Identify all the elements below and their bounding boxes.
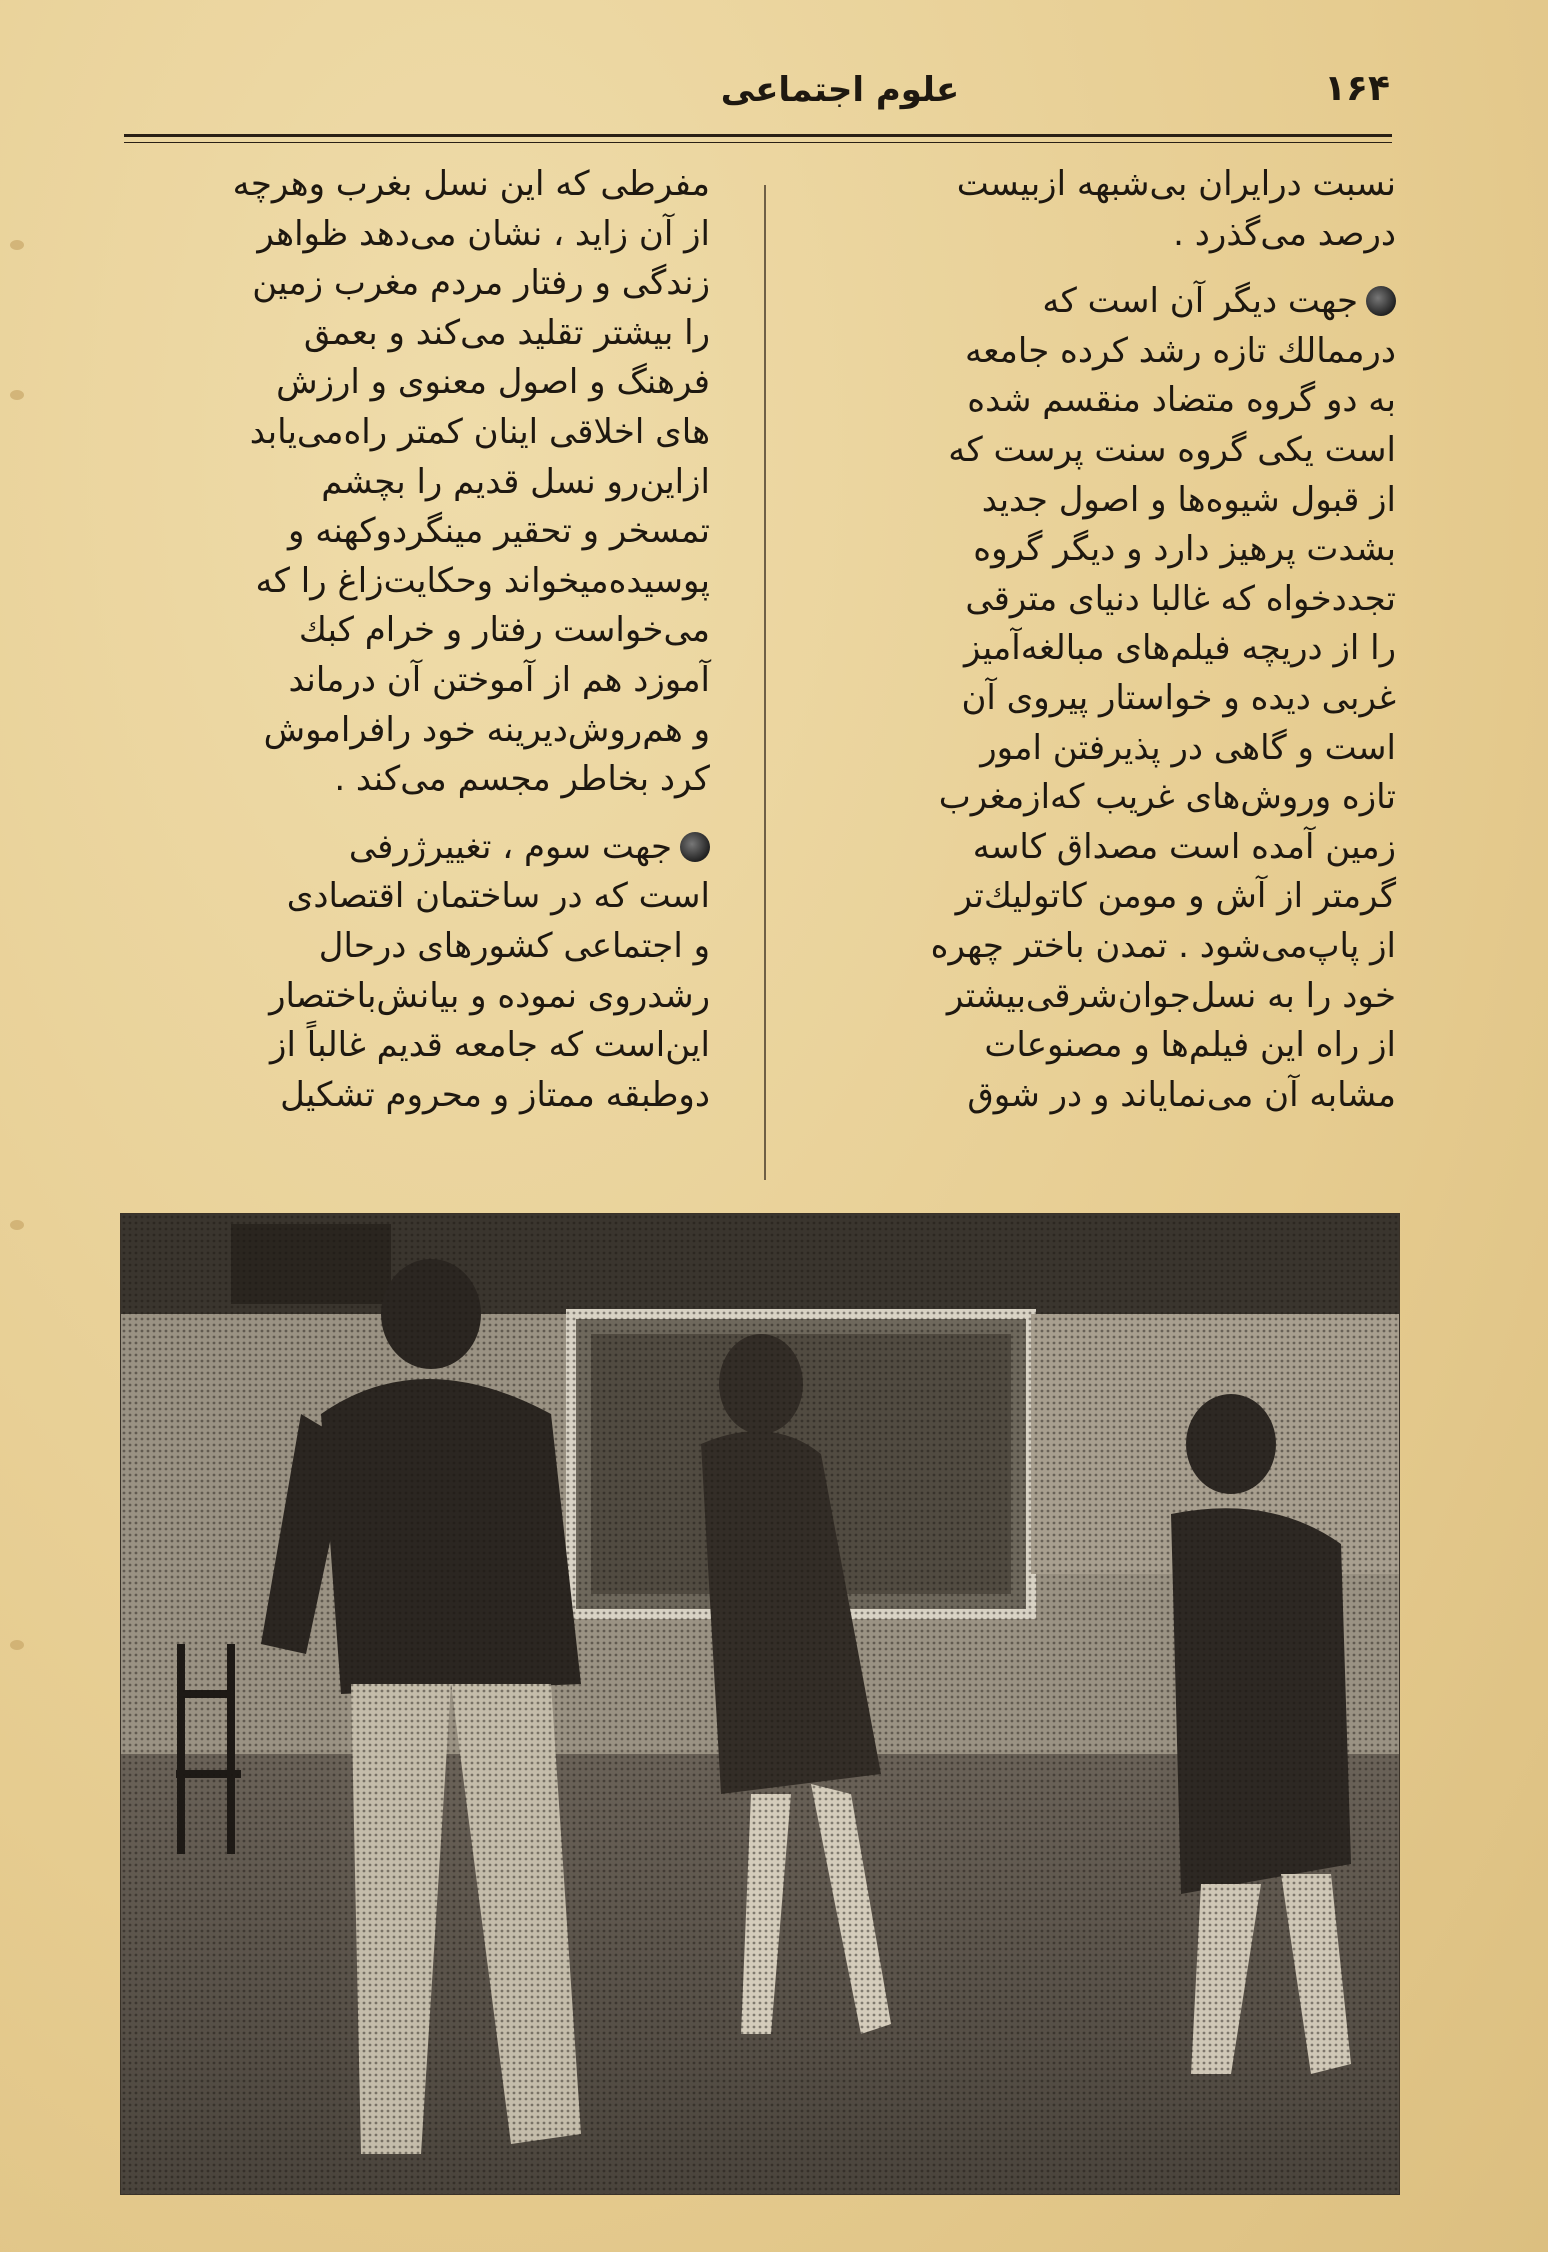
text-line: پوسیده‌میخواند وحکایت‌زاغ را که (255, 560, 710, 601)
text-line: از آن زاید ، نشان می‌دهد ظواهر (257, 213, 710, 254)
bullet-dot-icon (1366, 286, 1396, 316)
text-line: تجددخواه که غالبا دنیای مترقی (965, 578, 1396, 619)
text-line: رشدروی نموده و بیانش‌باختصار (269, 975, 710, 1016)
text-line: از قبول شیوه‌ها و اصول جدید (981, 479, 1396, 520)
photo-illustration (121, 1214, 1399, 2194)
text-line: تمسخر و تحقیر مینگردوکهنه و (287, 511, 710, 552)
text-line: درممالك تازه رشد کرده جامعه (965, 330, 1396, 371)
page-number: ۱۶۴ (1324, 68, 1390, 109)
paragraph (808, 160, 1396, 259)
paper-edge-mark (10, 1640, 24, 1650)
text-line: نسبت درایران بی‌شبهه ازبیست (956, 164, 1396, 204)
paragraph (808, 277, 1396, 1120)
text-line: از راه این فیلم‌ها و مصنوعات (984, 1025, 1396, 1066)
paper-edge-mark (10, 390, 24, 400)
column-divider (764, 185, 766, 1180)
text-line: دوطبقه ممتاز و محروم تشکیل (280, 1074, 710, 1115)
text-line: از پاپ‌می‌شود . تمدن باختر چهره (930, 925, 1396, 966)
text-line: و هم‌روش‌دیرینه خود رافراموش (263, 709, 710, 750)
text-line: است و گاهی در پذیرفتن امور (980, 727, 1396, 768)
text-line: زمین آمده است مصداق کاسه (972, 826, 1396, 867)
paper-edge-mark (10, 1220, 24, 1230)
text-column-right (808, 160, 1396, 1120)
text-line: زندگی و رفتار مردم مغرب زمین (252, 263, 710, 304)
header-rule-thin (124, 142, 1392, 143)
page-header (120, 60, 1390, 140)
text-line: خود را به نسل‌جوان‌شرقی‌بیشتر (946, 975, 1396, 1016)
text-line: جهت دیگر آن است که (1042, 281, 1358, 322)
bullet-dot-icon (680, 832, 710, 862)
text-line: بشدت پرهیز دارد و دیگر گروه (973, 529, 1396, 570)
header-rule (124, 134, 1392, 137)
text-line: آموزد هم از آموختن آن درماند (288, 659, 710, 700)
text-line: است که در ساختمان اقتصادی (286, 876, 710, 917)
text-line: این‌است که جامعه قدیم غالباً از (270, 1025, 710, 1066)
text-line: را بیشتر تقلید می‌کند و بعمق (303, 312, 710, 353)
text-line: است یکی گروه سنت پرست که (948, 429, 1396, 470)
paragraph (110, 823, 710, 1121)
text-line: درصد می‌گذرد . (1173, 213, 1396, 254)
paper-edge-mark (10, 240, 24, 250)
text-line: گرمتر از آش و مومن کاتولیك‌تر (955, 876, 1396, 917)
text-line: را از دریچه فیلم‌های مبالغه‌آمیز (964, 628, 1396, 669)
text-line: غربی دیده و خواستار پیروی آن (961, 677, 1396, 718)
text-line: ازاین‌رو نسل قدیم را بچشم (321, 461, 710, 502)
text-line: و اجتماعی کشورهای درحال (318, 925, 710, 966)
text-line: های اخلاقی اینان کمتر راه‌می‌یابد (249, 411, 710, 452)
text-line: تازه وروش‌های غریب که‌ازمغرب (938, 777, 1396, 818)
text-line: می‌خواست رفتار و خرام کبك (298, 610, 710, 651)
text-line: مشابه آن می‌نمایاند و در شوق (967, 1074, 1396, 1115)
halftone-photograph (120, 1213, 1400, 2195)
text-line: مفرطی که این نسل بغرب وهرچه (232, 164, 710, 204)
text-line: جهت سوم ، تغییرژرفی (348, 826, 672, 867)
text-line: کرد بخاطر مجسم می‌کند . (334, 759, 710, 800)
text-line: فرهنگ و اصول معنوی و ارزش (276, 362, 710, 403)
paragraph (110, 160, 710, 805)
text-column-left (110, 160, 710, 1120)
running-title: علوم اجتماعی (720, 70, 960, 110)
text-line: به دو گروه متضاد منقسم شده (967, 380, 1396, 421)
